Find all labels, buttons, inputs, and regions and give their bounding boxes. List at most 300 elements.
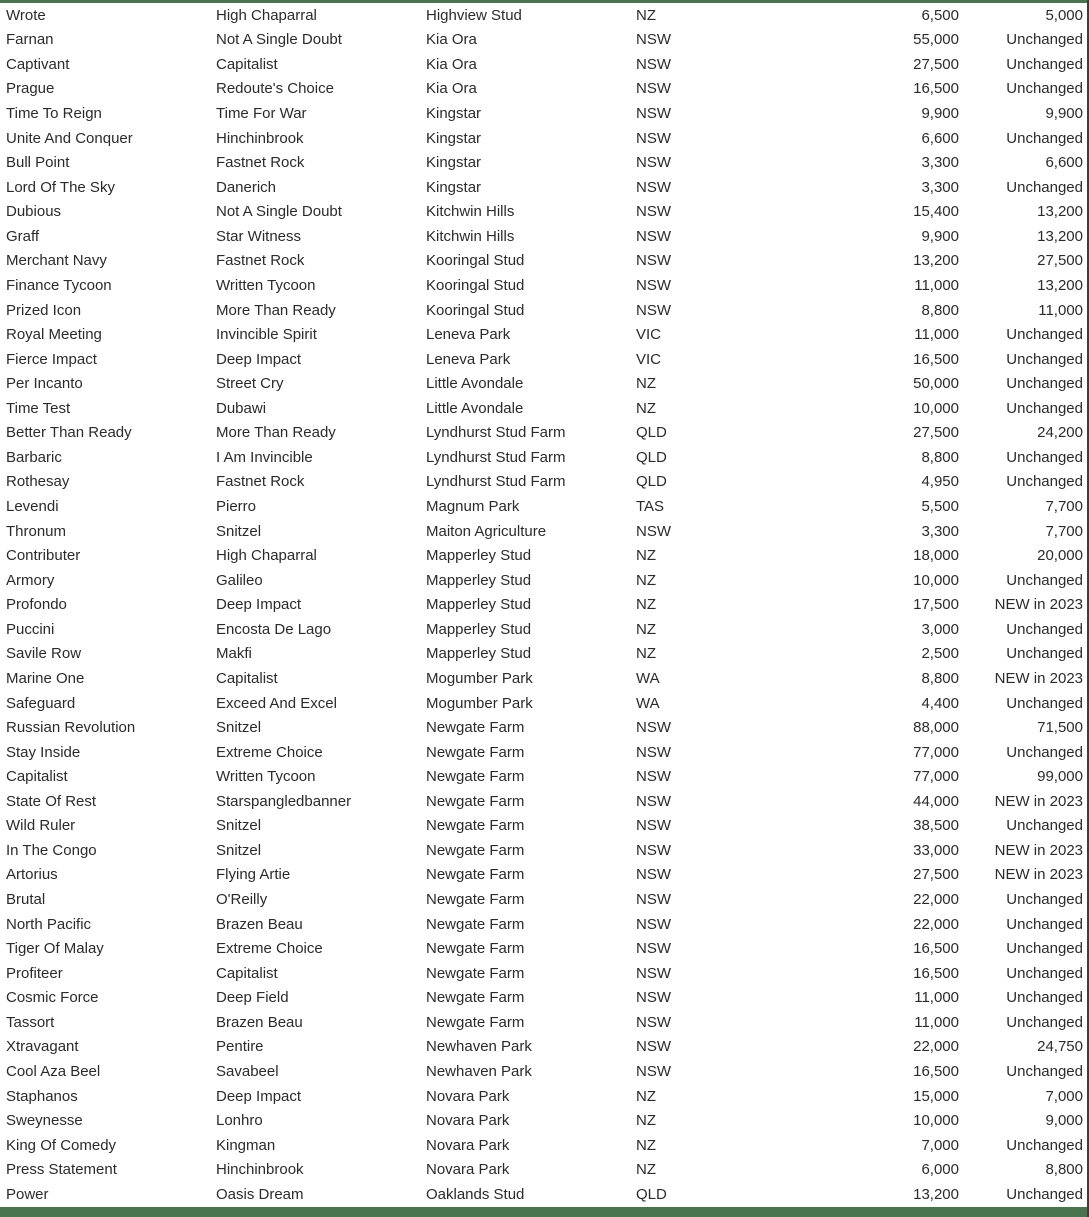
table-row bbox=[0, 912, 1087, 937]
fee-cell: 22,000 bbox=[913, 892, 959, 908]
horse-cell: Royal Meeting bbox=[6, 327, 102, 343]
state-cell: NSW bbox=[636, 277, 671, 293]
sire-cell: Oasis Dream bbox=[216, 1186, 304, 1202]
sire-cell: Deep Impact bbox=[216, 597, 302, 613]
previous-fee-cell: Unchanged bbox=[1006, 1063, 1083, 1079]
previous-fee-cell: Unchanged bbox=[1006, 646, 1083, 662]
table-row bbox=[0, 789, 1087, 814]
fee-cell: 15,400 bbox=[913, 204, 959, 220]
table-row bbox=[0, 1084, 1087, 1109]
table-row bbox=[0, 445, 1087, 470]
sire-cell: Hinchinbrook bbox=[216, 130, 304, 146]
previous-fee-cell: Unchanged bbox=[1006, 1186, 1083, 1202]
horse-cell: Capitalist bbox=[6, 769, 68, 785]
table-row bbox=[0, 543, 1087, 568]
previous-fee-cell: Unchanged bbox=[1006, 695, 1083, 711]
state-cell: NSW bbox=[636, 179, 671, 195]
horse-cell: Rothesay bbox=[6, 474, 70, 490]
stud-cell: Novara Park bbox=[426, 1162, 510, 1178]
table-row bbox=[0, 1157, 1087, 1182]
previous-fee-cell: Unchanged bbox=[1006, 965, 1083, 981]
stud-cell: Newgate Farm bbox=[426, 793, 525, 809]
sire-cell: Street Cry bbox=[216, 376, 284, 392]
table-row bbox=[0, 986, 1087, 1011]
sire-cell: Deep Field bbox=[216, 990, 289, 1006]
state-cell: TAS bbox=[636, 499, 665, 515]
sire-cell: Extreme Choice bbox=[216, 744, 323, 760]
stud-cell: Kooringal Stud bbox=[426, 302, 525, 318]
previous-fee-cell: Unchanged bbox=[1006, 474, 1083, 490]
sire-cell: Deep Impact bbox=[216, 351, 302, 367]
stud-cell: Kitchwin Hills bbox=[426, 228, 515, 244]
previous-fee-cell: Unchanged bbox=[1006, 56, 1083, 72]
state-cell: NZ bbox=[636, 1113, 656, 1129]
state-cell: QLD bbox=[636, 474, 667, 490]
state-cell: NSW bbox=[636, 720, 671, 736]
previous-fee-cell: 13,200 bbox=[1037, 277, 1083, 293]
stud-cell: Kooringal Stud bbox=[426, 277, 525, 293]
previous-fee-cell: 6,600 bbox=[1045, 155, 1083, 171]
horse-cell: North Pacific bbox=[6, 916, 92, 932]
sire-cell: Capitalist bbox=[216, 670, 278, 686]
table-row bbox=[0, 470, 1087, 495]
previous-fee-cell: NEW in 2023 bbox=[994, 793, 1083, 809]
sire-cell: High Chaparral bbox=[216, 548, 317, 564]
table-row bbox=[0, 224, 1087, 249]
state-cell: NSW bbox=[636, 155, 671, 171]
previous-fee-cell: Unchanged bbox=[1006, 32, 1083, 48]
horse-cell: Savile Row bbox=[6, 646, 82, 662]
previous-fee-cell: Unchanged bbox=[1006, 449, 1083, 465]
state-cell: NSW bbox=[636, 892, 671, 908]
previous-fee-cell: Unchanged bbox=[1006, 179, 1083, 195]
fee-cell: 13,200 bbox=[913, 1186, 959, 1202]
table-row bbox=[0, 691, 1087, 716]
horse-cell: Puccini bbox=[6, 621, 55, 637]
table-row bbox=[0, 666, 1087, 691]
state-cell: NSW bbox=[636, 744, 671, 760]
fee-cell: 10,000 bbox=[913, 400, 959, 416]
table-row bbox=[0, 1059, 1087, 1084]
sire-cell: Capitalist bbox=[216, 56, 278, 72]
state-cell: NSW bbox=[636, 867, 671, 883]
previous-fee-cell: Unchanged bbox=[1006, 376, 1083, 392]
state-cell: QLD bbox=[636, 449, 667, 465]
sire-cell: Brazen Beau bbox=[216, 1014, 303, 1030]
sire-cell: Danerich bbox=[216, 179, 277, 195]
table-row bbox=[0, 740, 1087, 765]
table-row bbox=[0, 1035, 1087, 1060]
fee-cell: 11,000 bbox=[914, 277, 959, 293]
sire-cell: Makfi bbox=[216, 646, 252, 662]
stud-cell: Mapperley Stud bbox=[426, 548, 532, 564]
stud-cell: Newgate Farm bbox=[426, 941, 525, 957]
previous-fee-cell: Unchanged bbox=[1006, 1137, 1083, 1153]
fee-cell: 15,000 bbox=[913, 1088, 959, 1104]
stud-cell: Newgate Farm bbox=[426, 867, 525, 883]
stud-cell: Lyndhurst Stud Farm bbox=[426, 425, 566, 441]
state-cell: NSW bbox=[636, 56, 671, 72]
stud-cell: Kia Ora bbox=[426, 56, 477, 72]
horse-cell: Xtravagant bbox=[6, 1039, 79, 1055]
sire-cell: O'Reilly bbox=[216, 892, 268, 908]
horse-cell: Armory bbox=[6, 572, 55, 588]
stud-cell: Newgate Farm bbox=[426, 990, 525, 1006]
fee-cell: 16,500 bbox=[913, 351, 959, 367]
state-cell: QLD bbox=[636, 425, 667, 441]
table-row bbox=[0, 298, 1087, 323]
stud-cell: Mapperley Stud bbox=[426, 597, 532, 613]
stud-cell: Novara Park bbox=[426, 1113, 510, 1129]
horse-cell: Wild Ruler bbox=[6, 818, 76, 834]
table-row bbox=[0, 77, 1087, 102]
previous-fee-cell: 13,200 bbox=[1037, 228, 1083, 244]
state-cell: NZ bbox=[636, 548, 656, 564]
stud-cell: Little Avondale bbox=[426, 400, 524, 416]
previous-fee-cell: 8,800 bbox=[1045, 1162, 1083, 1178]
state-cell: NSW bbox=[636, 916, 671, 932]
sire-cell: Fastnet Rock bbox=[216, 474, 305, 490]
horse-cell: In The Congo bbox=[6, 842, 97, 858]
stud-cell: Newgate Farm bbox=[426, 892, 525, 908]
previous-fee-cell: Unchanged bbox=[1006, 892, 1083, 908]
state-cell: NZ bbox=[636, 1162, 656, 1178]
table-row bbox=[0, 249, 1087, 274]
previous-fee-cell: Unchanged bbox=[1006, 941, 1083, 957]
fee-cell: 18,000 bbox=[913, 548, 959, 564]
horse-cell: Lord Of The Sky bbox=[6, 179, 115, 195]
horse-cell: Sweynesse bbox=[6, 1113, 83, 1129]
previous-fee-cell: Unchanged bbox=[1006, 351, 1083, 367]
state-cell: NSW bbox=[636, 523, 671, 539]
table-row bbox=[0, 936, 1087, 961]
stud-cell: Mapperley Stud bbox=[426, 646, 532, 662]
sire-cell: Capitalist bbox=[216, 965, 278, 981]
table-row bbox=[0, 494, 1087, 519]
sire-cell: Kingman bbox=[216, 1137, 276, 1153]
sire-cell: Deep Impact bbox=[216, 1088, 302, 1104]
sire-cell: Snitzel bbox=[216, 818, 262, 834]
state-cell: NZ bbox=[636, 597, 656, 613]
fee-cell: 50,000 bbox=[913, 376, 959, 392]
fee-cell: 3,000 bbox=[921, 621, 959, 637]
fee-cell: 7,000 bbox=[921, 1137, 959, 1153]
previous-fee-cell: Unchanged bbox=[1006, 990, 1083, 1006]
previous-fee-cell: 13,200 bbox=[1037, 204, 1083, 220]
stud-cell: Little Avondale bbox=[426, 376, 524, 392]
state-cell: QLD bbox=[636, 1186, 667, 1202]
horse-cell: Safeguard bbox=[6, 695, 76, 711]
sire-cell: Written Tycoon bbox=[216, 277, 316, 293]
previous-fee-cell: NEW in 2023 bbox=[994, 867, 1083, 883]
horse-cell: Press Statement bbox=[6, 1162, 117, 1178]
fee-cell: 55,000 bbox=[913, 32, 959, 48]
table-row bbox=[0, 1133, 1087, 1158]
stud-cell: Newhaven Park bbox=[426, 1039, 532, 1055]
state-cell: NSW bbox=[636, 941, 671, 957]
sire-cell: Galileo bbox=[216, 572, 263, 588]
fee-cell: 5,500 bbox=[921, 499, 959, 515]
state-cell: NSW bbox=[636, 253, 671, 269]
horse-cell: Profiteer bbox=[6, 965, 63, 981]
fee-cell: 16,500 bbox=[913, 81, 959, 97]
horse-cell: State Of Rest bbox=[6, 793, 97, 809]
table-row bbox=[0, 519, 1087, 544]
fee-cell: 77,000 bbox=[913, 744, 959, 760]
sire-cell: Fastnet Rock bbox=[216, 155, 305, 171]
fee-cell: 3,300 bbox=[921, 523, 959, 539]
sire-cell: Redoute's Choice bbox=[216, 81, 334, 97]
table-row bbox=[0, 1010, 1087, 1035]
sire-cell: Snitzel bbox=[216, 842, 262, 858]
fee-cell: 17,500 bbox=[913, 597, 959, 613]
sire-cell: Snitzel bbox=[216, 523, 262, 539]
fee-cell: 8,800 bbox=[921, 670, 959, 686]
table-row bbox=[0, 1108, 1087, 1133]
horse-cell: Wrote bbox=[6, 7, 46, 23]
horse-cell: Tassort bbox=[6, 1014, 55, 1030]
state-cell: NSW bbox=[636, 1039, 671, 1055]
sire-cell: Hinchinbrook bbox=[216, 1162, 304, 1178]
state-cell: NSW bbox=[636, 818, 671, 834]
horse-cell: Artorius bbox=[6, 867, 58, 883]
previous-fee-cell: Unchanged bbox=[1006, 621, 1083, 637]
table-row bbox=[0, 101, 1087, 126]
fee-cell: 13,200 bbox=[913, 253, 959, 269]
stud-cell: Newgate Farm bbox=[426, 916, 525, 932]
stud-cell: Leneva Park bbox=[426, 327, 511, 343]
previous-fee-cell: 7,700 bbox=[1045, 523, 1083, 539]
bottom-accent-bar bbox=[0, 1207, 1087, 1217]
horse-cell: Contributer bbox=[6, 548, 81, 564]
state-cell: NZ bbox=[636, 400, 656, 416]
previous-fee-cell: 7,000 bbox=[1045, 1088, 1083, 1104]
table-row bbox=[0, 175, 1087, 200]
horse-cell: Thronum bbox=[6, 523, 67, 539]
stud-cell: Newgate Farm bbox=[426, 818, 525, 834]
fee-cell: 38,500 bbox=[913, 818, 959, 834]
stud-cell: Novara Park bbox=[426, 1088, 510, 1104]
table-row bbox=[0, 863, 1087, 888]
table-row bbox=[0, 838, 1087, 863]
previous-fee-cell: Unchanged bbox=[1006, 327, 1083, 343]
previous-fee-cell: 9,900 bbox=[1045, 106, 1083, 122]
horse-cell: Barbaric bbox=[6, 449, 62, 465]
stud-cell: Kooringal Stud bbox=[426, 253, 525, 269]
table-row bbox=[0, 28, 1087, 53]
state-cell: NSW bbox=[636, 793, 671, 809]
stud-cell: Magnum Park bbox=[426, 499, 520, 515]
state-cell: NSW bbox=[636, 106, 671, 122]
previous-fee-cell: NEW in 2023 bbox=[994, 597, 1083, 613]
state-cell: NSW bbox=[636, 130, 671, 146]
previous-fee-cell: NEW in 2023 bbox=[994, 842, 1083, 858]
horse-cell: Staphanos bbox=[6, 1088, 78, 1104]
state-cell: VIC bbox=[636, 351, 662, 367]
fee-cell: 33,000 bbox=[913, 842, 959, 858]
state-cell: NZ bbox=[636, 572, 656, 588]
horse-cell: Prized Icon bbox=[6, 302, 82, 318]
stud-cell: Kia Ora bbox=[426, 32, 477, 48]
stud-cell: Newgate Farm bbox=[426, 965, 525, 981]
sire-cell: Snitzel bbox=[216, 720, 262, 736]
horse-cell: Cosmic Force bbox=[6, 990, 99, 1006]
fee-cell: 22,000 bbox=[913, 916, 959, 932]
horse-cell: Per Incanto bbox=[6, 376, 83, 392]
table-row bbox=[0, 371, 1087, 396]
previous-fee-cell: NEW in 2023 bbox=[994, 670, 1083, 686]
fees-table bbox=[0, 3, 1087, 1207]
state-cell: NSW bbox=[636, 990, 671, 1006]
stud-cell: Kitchwin Hills bbox=[426, 204, 515, 220]
previous-fee-cell: 5,000 bbox=[1045, 7, 1083, 23]
previous-fee-cell: Unchanged bbox=[1006, 400, 1083, 416]
sire-cell: Starspangledbanner bbox=[216, 793, 352, 809]
table-row bbox=[0, 126, 1087, 151]
horse-cell: Dubious bbox=[6, 204, 62, 220]
fee-cell: 6,000 bbox=[921, 1162, 959, 1178]
sire-cell: Dubawi bbox=[216, 400, 267, 416]
fee-cell: 16,500 bbox=[913, 1063, 959, 1079]
fee-cell: 3,300 bbox=[921, 179, 959, 195]
stud-cell: Kia Ora bbox=[426, 81, 477, 97]
sire-cell: More Than Ready bbox=[216, 425, 336, 441]
state-cell: NZ bbox=[636, 1088, 656, 1104]
state-cell: NSW bbox=[636, 81, 671, 97]
fee-cell: 9,900 bbox=[921, 106, 959, 122]
stud-cell: Oaklands Stud bbox=[426, 1186, 525, 1202]
sire-cell: Savabeel bbox=[216, 1063, 279, 1079]
horse-cell: Merchant Navy bbox=[6, 253, 107, 269]
stud-cell: Kingstar bbox=[426, 130, 482, 146]
fee-cell: 3,300 bbox=[921, 155, 959, 171]
horse-cell: Finance Tycoon bbox=[6, 277, 112, 293]
stud-cell: Leneva Park bbox=[426, 351, 511, 367]
fee-cell: 4,400 bbox=[921, 695, 959, 711]
fee-cell: 11,000 bbox=[914, 990, 959, 1006]
horse-cell: Levendi bbox=[6, 499, 59, 515]
horse-cell: Graff bbox=[6, 228, 40, 244]
state-cell: NZ bbox=[636, 621, 656, 637]
stud-cell: Mogumber Park bbox=[426, 695, 533, 711]
table-row bbox=[0, 617, 1087, 642]
stud-cell: Mapperley Stud bbox=[426, 621, 532, 637]
stud-cell: Newgate Farm bbox=[426, 720, 525, 736]
previous-fee-cell: Unchanged bbox=[1006, 1014, 1083, 1030]
stud-cell: Kingstar bbox=[426, 155, 482, 171]
fee-cell: 9,900 bbox=[921, 228, 959, 244]
sire-cell: Brazen Beau bbox=[216, 916, 303, 932]
horse-cell: Unite And Conquer bbox=[6, 130, 133, 146]
previous-fee-cell: 20,000 bbox=[1037, 548, 1083, 564]
fee-cell: 88,000 bbox=[913, 720, 959, 736]
horse-cell: Stay Inside bbox=[6, 744, 81, 760]
table-row bbox=[0, 814, 1087, 839]
table-row bbox=[0, 568, 1087, 593]
sire-cell: Not A Single Doubt bbox=[216, 32, 342, 48]
state-cell: WA bbox=[636, 670, 660, 686]
sire-cell: Pentire bbox=[216, 1039, 264, 1055]
horse-cell: Cool Aza Beel bbox=[6, 1063, 101, 1079]
previous-fee-cell: Unchanged bbox=[1006, 916, 1083, 932]
horse-cell: Captivant bbox=[6, 56, 70, 72]
fee-cell: 8,800 bbox=[921, 302, 959, 318]
table-row bbox=[0, 887, 1087, 912]
horse-cell: King Of Comedy bbox=[6, 1137, 117, 1153]
sire-cell: High Chaparral bbox=[216, 7, 317, 23]
fee-cell: 27,500 bbox=[913, 425, 959, 441]
sire-cell: Time For War bbox=[216, 106, 307, 122]
table-row bbox=[0, 52, 1087, 77]
sire-cell: Pierro bbox=[216, 499, 257, 515]
horse-cell: Time To Reign bbox=[6, 106, 102, 122]
state-cell: NSW bbox=[636, 32, 671, 48]
state-cell: NSW bbox=[636, 1063, 671, 1079]
horse-cell: Fierce Impact bbox=[6, 351, 97, 367]
previous-fee-cell: 24,750 bbox=[1037, 1039, 1083, 1055]
stud-cell: Newgate Farm bbox=[426, 1014, 525, 1030]
fee-cell: 11,000 bbox=[914, 327, 959, 343]
stud-cell: Newgate Farm bbox=[426, 769, 525, 785]
table-row bbox=[0, 1182, 1087, 1207]
horse-cell: Power bbox=[6, 1186, 49, 1202]
previous-fee-cell: Unchanged bbox=[1006, 81, 1083, 97]
previous-fee-cell: 99,000 bbox=[1037, 769, 1083, 785]
state-cell: NZ bbox=[636, 376, 656, 392]
horse-cell: Russian Revolution bbox=[6, 720, 136, 736]
table-row bbox=[0, 764, 1087, 789]
state-cell: NSW bbox=[636, 965, 671, 981]
fee-cell: 22,000 bbox=[913, 1039, 959, 1055]
horse-cell: Better Than Ready bbox=[6, 425, 132, 441]
fee-cell: 11,000 bbox=[914, 1014, 959, 1030]
fee-cell: 16,500 bbox=[913, 965, 959, 981]
stud-cell: Newgate Farm bbox=[426, 744, 525, 760]
fee-cell: 6,600 bbox=[921, 130, 959, 146]
fee-cell: 27,500 bbox=[913, 867, 959, 883]
stud-cell: Lyndhurst Stud Farm bbox=[426, 474, 566, 490]
state-cell: NSW bbox=[636, 1014, 671, 1030]
previous-fee-cell: 27,500 bbox=[1037, 253, 1083, 269]
table-row bbox=[0, 421, 1087, 446]
horse-cell: Tiger Of Malay bbox=[6, 941, 104, 957]
sire-cell: Encosta De Lago bbox=[216, 621, 332, 637]
sire-cell: Extreme Choice bbox=[216, 941, 323, 957]
sire-cell: Flying Artie bbox=[216, 867, 291, 883]
fee-cell: 10,000 bbox=[913, 572, 959, 588]
previous-fee-cell: 7,700 bbox=[1045, 499, 1083, 515]
state-cell: NSW bbox=[636, 302, 671, 318]
table-row bbox=[0, 715, 1087, 740]
sire-cell: Exceed And Excel bbox=[216, 695, 337, 711]
fee-cell: 4,950 bbox=[921, 474, 959, 490]
stud-cell: Highview Stud bbox=[426, 7, 522, 23]
stud-cell: Maiton Agriculture bbox=[426, 523, 547, 539]
previous-fee-cell: Unchanged bbox=[1006, 744, 1083, 760]
previous-fee-cell: 24,200 bbox=[1037, 425, 1083, 441]
table-row bbox=[0, 273, 1087, 298]
stud-cell: Kingstar bbox=[426, 179, 482, 195]
previous-fee-cell: 9,000 bbox=[1045, 1113, 1083, 1129]
horse-cell: Brutal bbox=[6, 892, 46, 908]
sire-cell: Invincible Spirit bbox=[216, 327, 317, 343]
horse-cell: Prague bbox=[6, 81, 55, 97]
fee-cell: 44,000 bbox=[913, 793, 959, 809]
sire-cell: Not A Single Doubt bbox=[216, 204, 342, 220]
horse-cell: Marine One bbox=[6, 670, 85, 686]
stud-cell: Kingstar bbox=[426, 106, 482, 122]
table-row bbox=[0, 322, 1087, 347]
